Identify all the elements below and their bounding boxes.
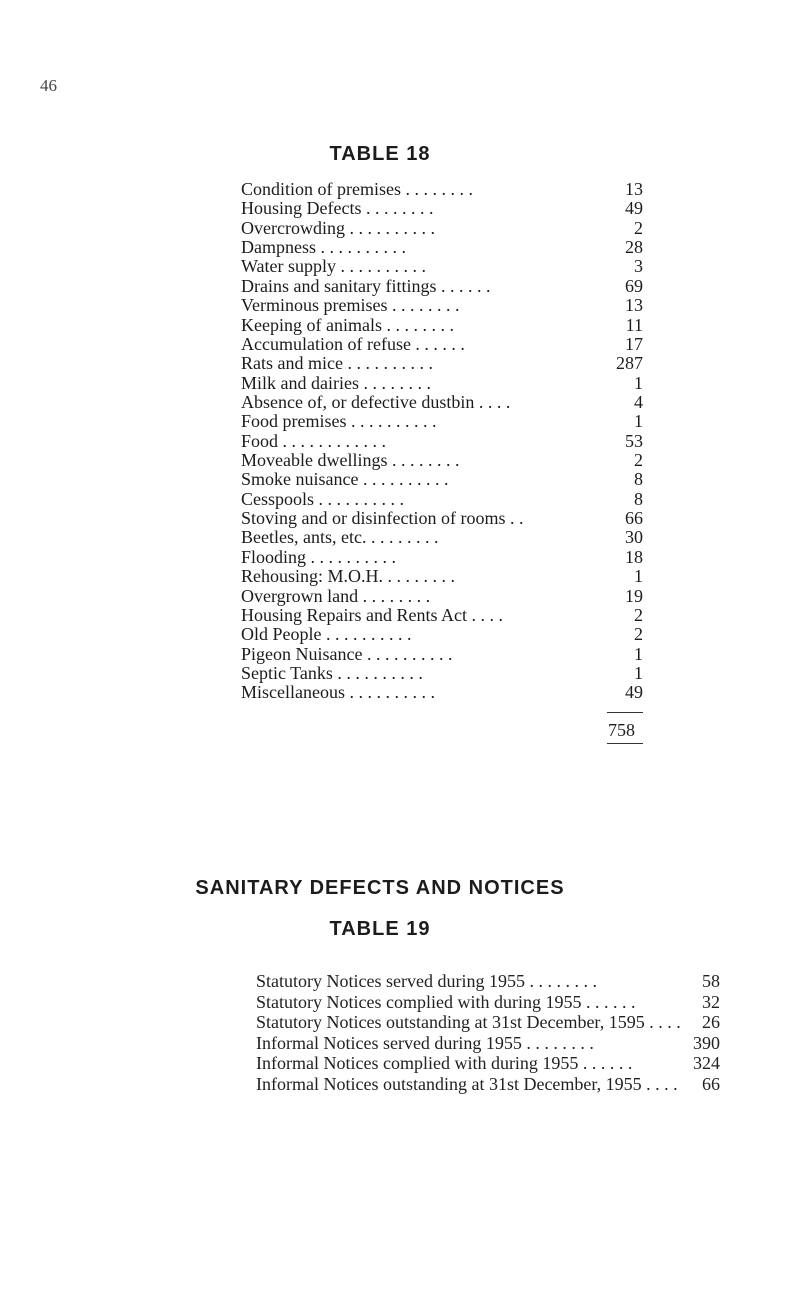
row-value: 13: [625, 179, 643, 199]
table-row: [256, 1053, 720, 1074]
table-row: [241, 645, 643, 664]
row-value: 8: [634, 469, 643, 490]
row-label: Pigeon Nuisance . . . . . . . . . .: [241, 643, 453, 664]
row-label: Rehousing: M.O.H. . . . . . . . .: [241, 566, 456, 587]
row-label: Informal Notices outstanding at 31st December, 1955 . . . .: [256, 1073, 678, 1094]
row-label: Dampness . . . . . . . . . .: [241, 237, 406, 258]
table-row: [241, 625, 643, 644]
table-row: [241, 316, 643, 335]
row-label: Milk and dairies . . . . . . . .: [241, 372, 431, 393]
row-label: Condition of premises . . . . . . . .: [241, 179, 473, 199]
row-value: 26: [702, 1012, 720, 1033]
row-value: 1: [634, 566, 643, 587]
table-18-rows: [241, 180, 643, 703]
row-label: Miscellaneous . . . . . . . . . .: [241, 682, 435, 703]
table-row: [241, 199, 643, 218]
row-value: 19: [625, 585, 643, 606]
table-row: [256, 1033, 720, 1054]
row-label: Statutory Notices outstanding at 31st December, 1595 . . . .: [256, 1012, 681, 1033]
table-19-title: TABLE 19: [329, 918, 431, 940]
row-value: 69: [625, 275, 643, 296]
row-label: Accumulation of refuse . . . . . .: [241, 333, 465, 354]
table-row: [241, 587, 643, 606]
row-label: Food premises . . . . . . . . . .: [241, 411, 437, 432]
row-label: Absence of, or defective dustbin . . . .: [241, 391, 511, 412]
row-value: 1: [634, 643, 643, 664]
row-value: 18: [625, 546, 643, 567]
table-row: [241, 374, 643, 393]
table-row: [241, 664, 643, 683]
row-value: 2: [634, 624, 643, 645]
row-label: Informal Notices complied with during 1955 . . . . . .: [256, 1053, 633, 1074]
row-label: Drains and sanitary fittings . . . . . .: [241, 275, 491, 296]
row-value: 287: [616, 353, 643, 374]
table-row: [241, 509, 643, 528]
row-label: Statutory Notices complied with during 1955 . . . . . .: [256, 991, 636, 1012]
table-18-total: 758: [608, 720, 635, 740]
row-value: 324: [693, 1053, 720, 1074]
row-label: Overcrowding . . . . . . . . . .: [241, 217, 435, 238]
table-row: [241, 451, 643, 470]
total-top-rule: [607, 712, 643, 713]
row-label: Moveable dwellings . . . . . . . .: [241, 450, 460, 471]
section-heading: SANITARY DEFECTS AND NOTICES: [195, 877, 565, 899]
row-label: Water supply . . . . . . . . . .: [241, 256, 427, 277]
table-row: [241, 683, 643, 702]
row-label: Smoke nuisance . . . . . . . . . .: [241, 469, 449, 490]
table-19-rows: [256, 971, 720, 1095]
row-label: Rats and mice . . . . . . . . . .: [241, 353, 433, 374]
row-label: Overgrown land . . . . . . . .: [241, 585, 431, 606]
row-value: 3: [634, 256, 643, 277]
row-value: 58: [702, 971, 720, 991]
row-value: 1: [634, 662, 643, 683]
table-row: [241, 180, 643, 199]
row-label: Verminous premises . . . . . . . .: [241, 295, 460, 316]
row-value: 2: [634, 450, 643, 471]
row-value: 32: [702, 991, 720, 1012]
row-value: 17: [625, 333, 643, 354]
table-18-title: TABLE 18: [329, 143, 431, 165]
row-label: Keeping of animals . . . . . . . .: [241, 314, 454, 335]
row-label: Informal Notices served during 1955 . . . . . . . .: [256, 1032, 594, 1053]
row-value: 30: [625, 527, 643, 548]
row-label: Beetles, ants, etc. . . . . . . . .: [241, 527, 439, 548]
row-value: 49: [625, 198, 643, 219]
row-label: Food . . . . . . . . . . . .: [241, 430, 387, 451]
table-row: [241, 432, 643, 451]
total-bottom-rule: [607, 743, 643, 744]
table-row: [256, 1012, 720, 1033]
row-value: 13: [625, 295, 643, 316]
table-row: [241, 606, 643, 625]
row-value: 2: [634, 604, 643, 625]
row-label: Statutory Notices served during 1955 . . . . . . . .: [256, 971, 597, 991]
table-row: [256, 992, 720, 1013]
table-row: [241, 567, 643, 586]
row-value: 1: [634, 372, 643, 393]
row-value: 2: [634, 217, 643, 238]
table-row: [256, 971, 720, 992]
row-label: Cesspools . . . . . . . . . .: [241, 488, 405, 509]
table-row: [256, 1074, 720, 1095]
table-row: [241, 354, 643, 373]
row-label: Septic Tanks . . . . . . . . . .: [241, 662, 423, 683]
table-row: [241, 238, 643, 257]
row-label: Stoving and or disinfection of rooms . .: [241, 508, 524, 529]
row-label: Housing Repairs and Rents Act . . . .: [241, 604, 503, 625]
row-value: 66: [702, 1073, 720, 1094]
row-value: 11: [625, 314, 643, 335]
table-row: [241, 412, 643, 431]
table-row: [241, 393, 643, 412]
row-label: Housing Defects . . . . . . . .: [241, 198, 434, 219]
row-value: 66: [625, 508, 643, 529]
row-value: 1: [634, 411, 643, 432]
row-value: 4: [634, 391, 643, 412]
table-row: [241, 257, 643, 276]
row-value: 49: [625, 682, 643, 703]
page-number: 46: [40, 76, 57, 95]
row-label: Flooding . . . . . . . . . .: [241, 546, 397, 567]
row-value: 53: [625, 430, 643, 451]
table-row: [241, 335, 643, 354]
table-row: [241, 528, 643, 547]
table-row: [241, 470, 643, 489]
table-row: [241, 548, 643, 567]
row-value: 8: [634, 488, 643, 509]
row-label: Old People . . . . . . . . . .: [241, 624, 412, 645]
table-row: [241, 277, 643, 296]
row-value: 390: [693, 1032, 720, 1053]
table-row: [241, 490, 643, 509]
table-row: [241, 296, 643, 315]
table-row: [241, 219, 643, 238]
row-value: 28: [625, 237, 643, 258]
